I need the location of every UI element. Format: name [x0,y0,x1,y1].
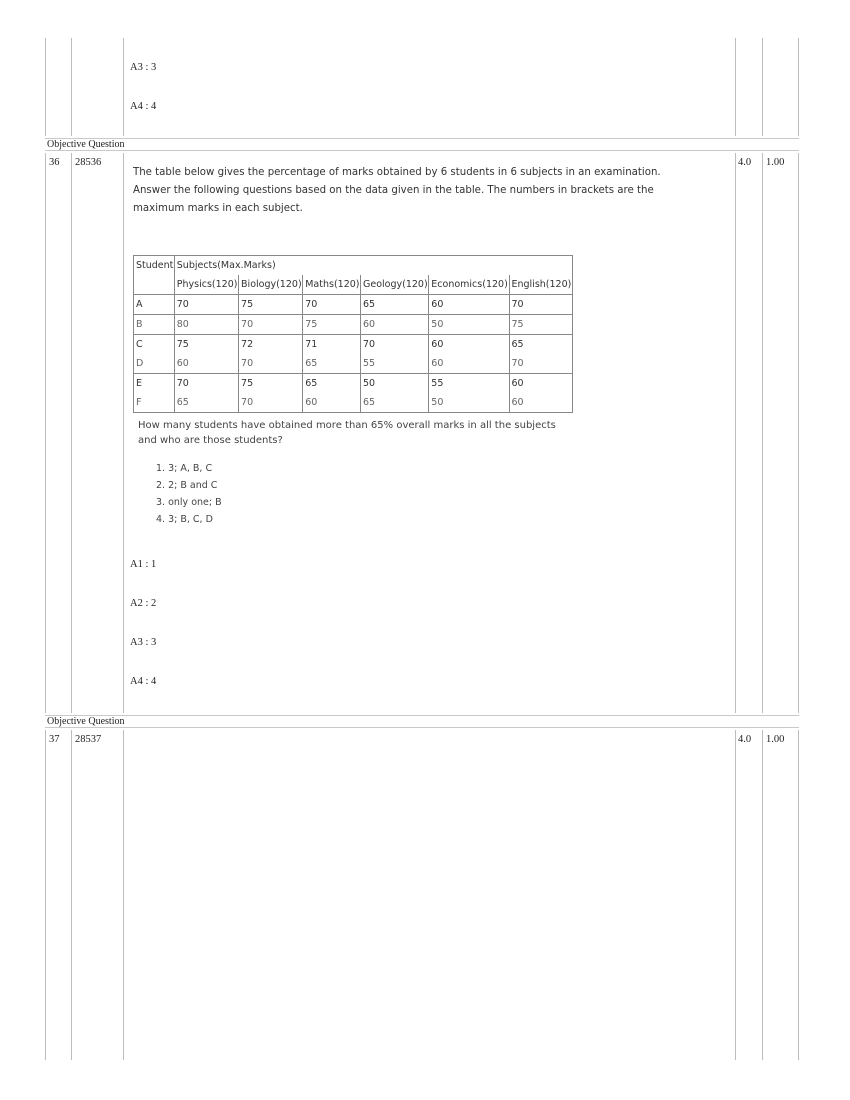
table-cell: 75 [239,374,303,394]
table-cell: 65 [361,295,429,315]
table-cell: 70 [361,335,429,355]
question-marks: 4.0 [738,734,752,745]
table-cell: 65 [303,354,361,374]
question-intro: The table below gives the percentage of marks obtained by 6 students in 6 subjects in an examination. Answer the following questions based on the data given in the table. The numbers in brackets are the maximum marks in each subject. [133,167,661,214]
answer-option: A1 : 1 [130,559,157,570]
frame-line [123,730,124,1060]
frame-line [71,730,72,1060]
frame-line [71,153,72,713]
question-option: 3. only one; B [156,497,222,508]
header-cell: Economics(120) [429,275,509,295]
frame-line [45,38,46,136]
question-option: 4. 3; B, C, D [156,514,213,525]
table-cell: E [134,374,175,394]
header-cell [134,275,175,295]
table-cell: 60 [509,374,573,394]
question-number: 36 [49,157,60,168]
frame-line [123,38,124,136]
header-cell: English(120) [509,275,573,295]
header-subjects: Subjects(Max.Marks) [174,256,572,276]
header-student: Student [134,256,175,276]
frame-line [762,153,763,713]
table-cell: 65 [303,374,361,394]
table-cell: 55 [429,374,509,394]
table-cell: 70 [239,393,303,413]
question-marks: 4.0 [738,157,752,168]
table-cell: 60 [361,315,429,335]
frame-line [735,730,736,1060]
frame-line [735,38,736,136]
frame-line [123,153,124,713]
question-type-label: Objective Question [47,716,125,727]
answer-option: A4 : 4 [130,101,157,112]
table-cell: 60 [429,295,509,315]
table-row [134,335,573,355]
table-cell: 70 [174,374,238,394]
question-negative-marks: 1.00 [766,157,785,168]
frame-line [798,730,799,1060]
table-cell: 72 [239,335,303,355]
table-row [134,315,573,335]
table-cell: 50 [429,315,509,335]
question-text: How many students have obtained more than 65% overall marks in all the subjects and who are those students? [138,420,556,446]
question-id: 28536 [75,157,102,168]
table-cell: F [134,393,175,413]
table-row [134,295,573,315]
frame-line [798,153,799,713]
answer-option: A3 : 3 [130,637,157,648]
table-cell: 65 [361,393,429,413]
table-row [134,393,573,413]
header-cell: Biology(120) [239,275,303,295]
header-cell: Maths(120) [303,275,361,295]
table-cell: 70 [239,315,303,335]
table-cell: 65 [509,335,573,355]
question-negative-marks: 1.00 [766,734,785,745]
table-cell: 60 [303,393,361,413]
table-cell: 70 [239,354,303,374]
header-cell: Physics(120) [174,275,238,295]
table-cell: 50 [429,393,509,413]
table-cell: 80 [174,315,238,335]
table-cell: 50 [361,374,429,394]
table-cell: 75 [509,315,573,335]
table-cell: 70 [509,354,573,374]
table-cell: 60 [429,335,509,355]
marks-table [133,255,573,413]
frame-line [762,38,763,136]
question-type-band [45,715,799,728]
frame-line [45,730,46,1060]
frame-line [762,730,763,1060]
table-cell: B [134,315,175,335]
table-cell: 55 [361,354,429,374]
table-cell: 60 [174,354,238,374]
table-cell: 75 [174,335,238,355]
table-cell: 65 [174,393,238,413]
question-option: 1. 3; A, B, C [156,463,213,474]
table-cell: 70 [509,295,573,315]
table-row [134,374,573,394]
table-cell: 75 [239,295,303,315]
question-type-band [45,138,799,151]
table-cell: 70 [174,295,238,315]
table-cell: 60 [509,393,573,413]
table-cell: D [134,354,175,374]
table-cell: C [134,335,175,355]
table-cell: A [134,295,175,315]
frame-line [45,153,46,713]
answer-option: A2 : 2 [130,598,157,609]
table-cell: 71 [303,335,361,355]
table-cell: 60 [429,354,509,374]
table-cell: 75 [303,315,361,335]
question-number: 37 [49,734,60,745]
frame-line [71,38,72,136]
answer-option: A3 : 3 [130,62,157,73]
table-cell: 70 [303,295,361,315]
frame-line [798,38,799,136]
frame-line [735,153,736,713]
question-id: 28537 [75,734,102,745]
table-row [134,354,573,374]
header-cell: Geology(120) [361,275,429,295]
answer-option: A4 : 4 [130,676,157,687]
question-type-label: Objective Question [47,139,125,150]
question-option: 2. 2; B and C [156,480,218,491]
